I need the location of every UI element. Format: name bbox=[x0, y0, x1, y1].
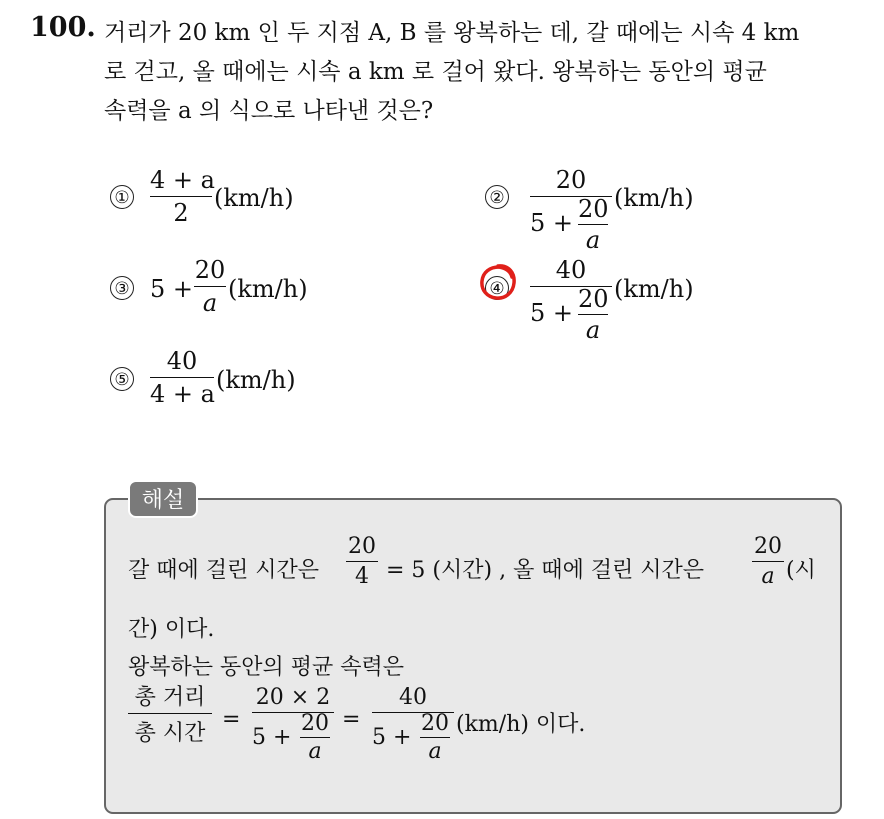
solution-line-1-mid: = 5 (시간) , 올 때에 걸린 시간은 bbox=[386, 558, 705, 583]
option-3-lead: 5 + bbox=[150, 275, 194, 303]
option-5-fraction: 40 4 + a bbox=[150, 347, 215, 408]
option-4-unit: (km/h) bbox=[614, 275, 694, 303]
option-1-unit: (km/h) bbox=[214, 184, 294, 212]
solution-fraction-go: 20 4 bbox=[348, 534, 376, 589]
option-5-unit: (km/h) bbox=[216, 366, 296, 394]
solution-tail: (km/h) 이다. bbox=[456, 712, 586, 737]
solution-line-3: 왕복하는 동안의 평균 속력은 bbox=[128, 655, 405, 680]
solution-equals-2: = bbox=[342, 707, 361, 732]
option-1-mark[interactable]: ① bbox=[110, 184, 134, 209]
question-line-1: 거리가 20 km 인 두 지점 A, B 를 왕복하는 데, 갈 때에는 시속 4 km bbox=[104, 20, 800, 46]
option-5-mark[interactable]: ⑤ bbox=[110, 366, 134, 391]
question-number: 100. bbox=[30, 12, 96, 43]
option-1-fraction: 4 + a 2 bbox=[150, 166, 215, 227]
option-3-unit: (km/h) bbox=[228, 275, 308, 303]
solution-fraction-return: 20 a bbox=[754, 534, 782, 589]
option-2-fraction: 20 5 + 20 a bbox=[530, 166, 612, 247]
solution-line-2: 간) 이다. bbox=[128, 617, 215, 642]
option-4-fraction: 40 5 + 20 a bbox=[530, 256, 612, 337]
option-2-mark[interactable]: ② bbox=[485, 184, 509, 209]
solution-fraction-2: 20 × 2 5 + 20 a bbox=[252, 685, 334, 763]
solution-tag: 해설 bbox=[128, 480, 198, 518]
solution-line-1-post: (시 bbox=[786, 558, 816, 583]
question-line-2: 로 걷고, 올 때에는 시속 a km 로 걸어 왔다. 왕복하는 동안의 평균 bbox=[104, 59, 767, 85]
solution-fraction-3: 40 5 + 20 a bbox=[372, 685, 454, 763]
solution-line-1-pre: 갈 때에 걸린 시간은 bbox=[128, 558, 319, 583]
option-3-mark[interactable]: ③ bbox=[110, 275, 134, 300]
option-4-mark[interactable]: ④ bbox=[485, 275, 509, 300]
option-3-fraction: 20 a bbox=[194, 256, 226, 317]
solution-equals-1: = bbox=[222, 707, 241, 732]
answer-circle-mark bbox=[478, 262, 518, 302]
question-line-3: 속력을 a 의 식으로 나타낸 것은? bbox=[104, 98, 434, 124]
option-2-unit: (km/h) bbox=[614, 184, 694, 212]
solution-fraction-words: 총 거리 총 시간 bbox=[128, 680, 212, 747]
